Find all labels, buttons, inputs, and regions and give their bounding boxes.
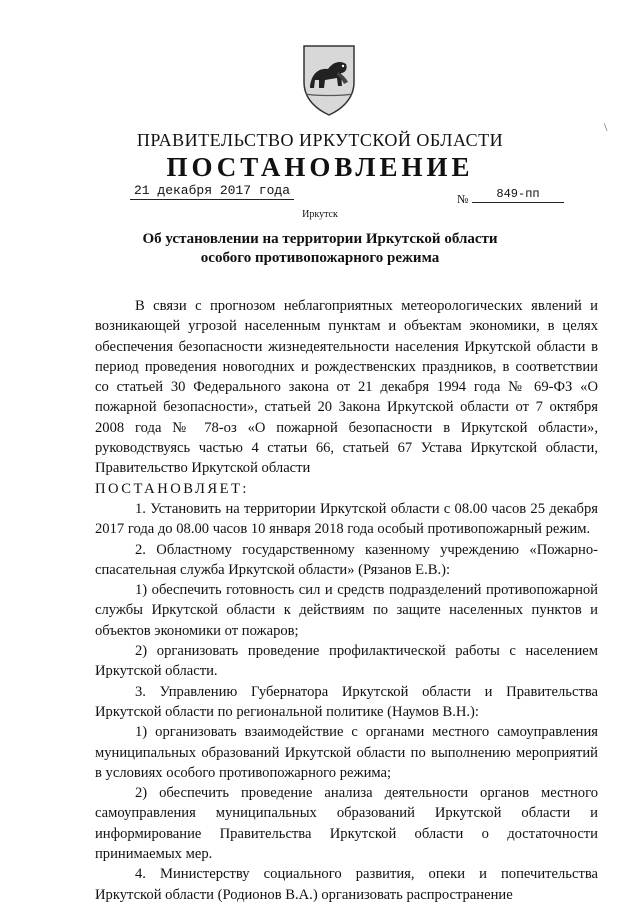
clause-3-item-1: 1) организовать взаимодействие с органами местного самоуправления муниципальных образований Иркутской области по выполнению мероприятий в условиях особого противопожарного режима; — [95, 724, 598, 781]
document-date: 21 декабря 2017 года — [130, 183, 294, 200]
clause-1: 1. Установить на территории Иркутской области с 08.00 часов 25 декабря 2017 года до 08.00 часов 10 января 2018 года особый противопожарный режим. — [95, 500, 598, 538]
clause-3: 3. Управлению Губернатора Иркутской области и Правительства Иркутской области по региональной политике (Наумов В.Н.): — [95, 683, 598, 720]
document-type: ПОСТАНОВЛЕНИЕ — [166, 152, 474, 182]
clause-2-item-2: 2) организовать проведение профилактической работы с населением Иркутской области. — [95, 643, 598, 680]
resolves-heading: ПОСТАНОВЛЯЕТ: — [95, 480, 249, 497]
document-number: 849-пп — [472, 187, 564, 203]
city: Иркутск — [302, 209, 338, 220]
government-title: ПРАВИТЕЛЬСТВО ИРКУТСКОЙ ОБЛАСТИ — [136, 130, 504, 150]
document-subject: Об установлении на территории Иркутской области особого противопожарного режима — [142, 231, 498, 266]
irkutsk-coat-of-arms-icon — [300, 42, 358, 118]
document-body — [95, 296, 598, 905]
clause-3-item-2: 2) обеспечить проведение анализа деятельности органов местного самоуправления муниципальных образований Иркутской области и информирование Правительства Иркутской области о достаточности принимаемых мер. — [95, 785, 598, 863]
clause-2: 2. Областному государственному казенному учреждению «Пожарно-спасательная служба Иркутской области» (Рязанов Е.В.): — [95, 541, 598, 578]
clause-4: 4. Министерству социального развития, опеки и попечительства Иркутской области (Родионов В.А.) организовать распространение — [95, 866, 598, 903]
number-label: № — [457, 192, 469, 206]
clause-2-item-1: 1) обеспечить готовность сил и средств подразделений противопожарной службы Иркутской области к действиям по защите населенных пунктов и объектов экономики от пожаров; — [95, 582, 598, 639]
margin-mark: \ — [604, 120, 608, 134]
preamble-paragraph: В связи с прогнозом неблагоприятных метеорологических явлений и возникающей угрозой населенным пунктам и объектам экономики, в целях обеспечения безопасности жизнедеятельности населения Иркутской области в период проведения новогодних и рождественских праздников, в соответствии со статьей 30 Федерального закона от 21 декабря 1994 года № 69-ФЗ «О пожарной безопасности», статьей 20 Закона Иркутской области от 7 октября 2008 года № 78-оз «О пожарной безопасности в Иркутской области», руководствуясь частью 4 статьи 66, статьей 67 Устава Иркутской области, Правительство Иркутской области — [95, 298, 598, 477]
